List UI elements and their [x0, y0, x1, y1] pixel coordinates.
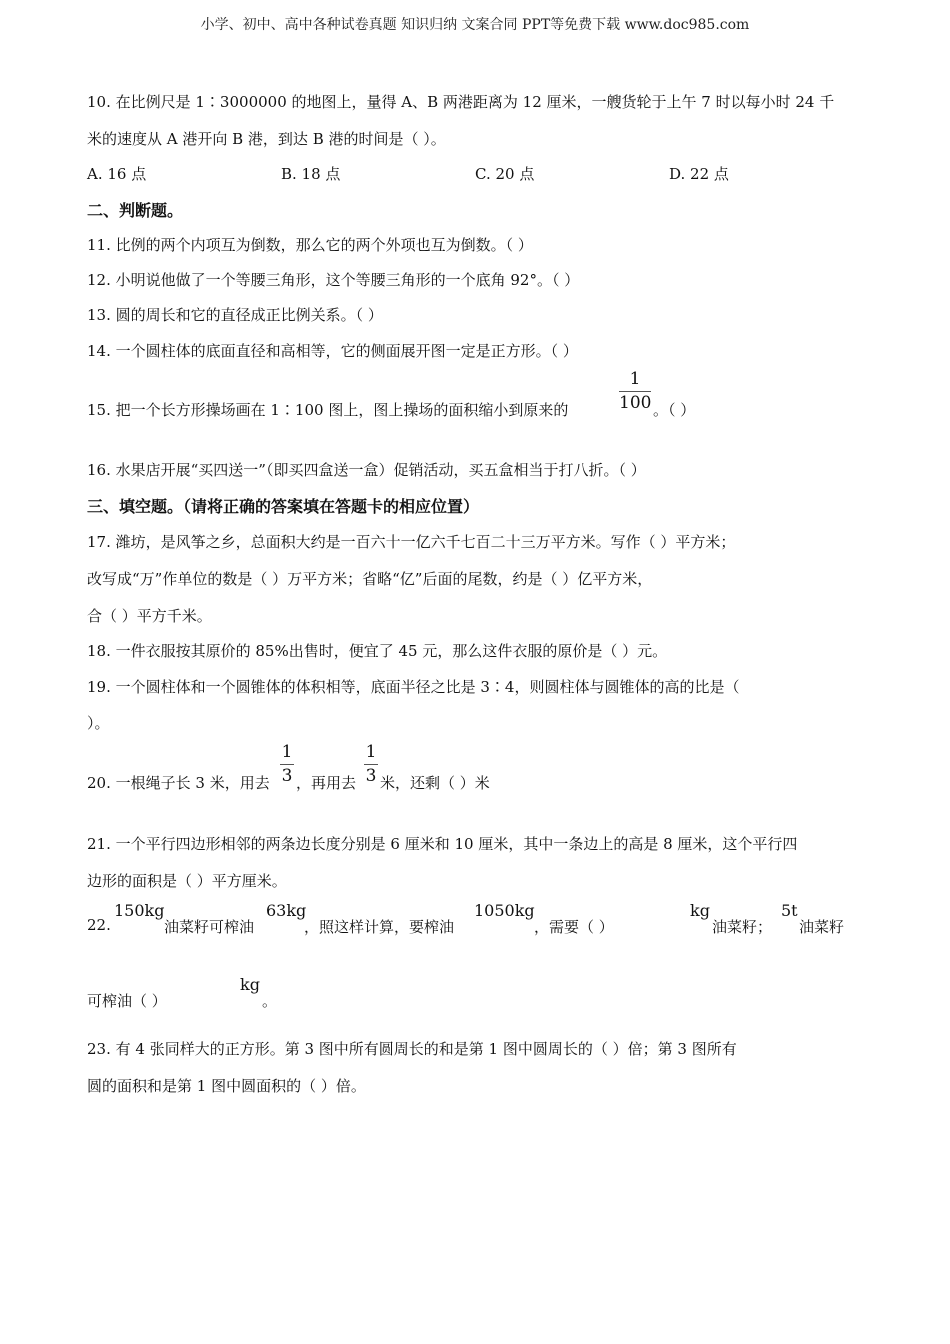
q20-fraction-1-numerator: 1 [281, 742, 293, 762]
q20-fraction-1 [280, 744, 294, 785]
q22-value-5t: 5t [781, 901, 798, 920]
q10-line1: 10. 在比例尺是 1∶3000000 的地图上，量得 A、B 两港距离为 12 厘米，一艘货轮于上午 7 时以每小时 24 千 [87, 93, 835, 111]
fraction-bar [280, 764, 294, 765]
q22-tail: 。 [262, 992, 278, 1010]
q22-unit-kg-2: kg [240, 975, 260, 994]
q22-text-3: ，需要（ ） [534, 918, 614, 936]
q23-line1: 23. 有 4 张同样大的正方形。第 3 图中所有圆周长的和是第 1 图中圆周长的（ ）倍；第 3 图所有 [87, 1040, 737, 1058]
q22-value-1050kg: 1050kg [474, 901, 535, 920]
q20-part3: 米，还剩（ ）米 [380, 774, 490, 792]
q17-line3: 合（ ）平方千米。 [87, 607, 212, 625]
q10-option-d: D. 22 点 [669, 165, 729, 183]
q19-line1: 19. 一个圆柱体和一个圆锥体的体积相等，底面半径之比是 3∶4，则圆柱体与圆锥体的高的比是（ [87, 678, 740, 696]
q10-option-c: C. 20 点 [475, 165, 535, 183]
q20-part2: ，再用去 [296, 774, 357, 792]
q15-fraction-denominator: 100 [619, 393, 652, 413]
q22-number: 22. [87, 916, 111, 934]
q16: 16. 水果店开展“买四送一”（即买四盒送一盒）促销活动，买五盒相当于打八折。（ ） [87, 461, 646, 479]
q23-line2: 圆的面积和是第 1 图中圆面积的（ ）倍。 [87, 1077, 366, 1095]
q14: 14. 一个圆柱体的底面直径和高相等，它的侧面展开图一定是正方形。（ ） [87, 342, 578, 360]
q21-line2: 边形的面积是（ ）平方厘米。 [87, 872, 287, 890]
section-judgement-title: 二、判断题。 [87, 201, 184, 220]
q22-value-150kg: 150kg [114, 901, 165, 920]
q12: 12. 小明说他做了一个等腰三角形，这个等腰三角形的一个底角 92°。（ ） [87, 271, 580, 289]
q22-unit-kg: kg [690, 901, 710, 920]
fraction-bar [619, 391, 651, 392]
q20-part1: 20. 一根绳子长 3 米，用去 [87, 774, 270, 792]
q17-line1: 17. 潍坊，是风筝之乡，总面积大约是一百六十一亿六千七百二十三万平方米。写作（ ）平方米； [87, 533, 736, 551]
q17-line2: 改写成“万”作单位的数是（ ）万平方米；省略“亿”后面的尾数，约是（ ）亿平方米， [87, 570, 653, 588]
q15-fraction [619, 371, 651, 412]
q10-option-b: B. 18 点 [281, 165, 341, 183]
q18: 18. 一件衣服按其原价的 85%出售时，便宜了 45 元，那么这件衣服的原价是（ ）元。 [87, 642, 668, 660]
q22-value-63kg: 63kg [266, 901, 307, 920]
q22-line2: 可榨油（ ） [87, 992, 167, 1010]
fraction-bar [364, 764, 378, 765]
q20-fraction-2-denominator: 3 [365, 766, 377, 786]
q19-line2: ）。 [87, 714, 110, 732]
q11: 11. 比例的两个内项互为倒数，那么它的两个外项也互为倒数。（ ） [87, 236, 533, 254]
q15-fraction-numerator: 1 [629, 369, 641, 389]
q20-fraction-2-numerator: 1 [365, 742, 377, 762]
q22-text-2: ，照这样计算，要榨油 [304, 918, 455, 936]
q22-text-5: 油菜籽 [799, 918, 845, 936]
q20-fraction-1-denominator: 3 [281, 766, 293, 786]
q20-fraction-2 [364, 744, 378, 785]
q15-text: 15. 把一个长方形操场画在 1∶100 图上，图上操场的面积缩小到原来的 [87, 401, 569, 419]
q13: 13. 圆的周长和它的直径成正比例关系。（ ） [87, 306, 383, 324]
page-header: 小学、初中、高中各种试卷真题 知识归纳 文案合同 PPT等免费下载 www.doc985.com [200, 17, 750, 33]
q21-line1: 21. 一个平行四边形相邻的两条边长度分别是 6 厘米和 10 厘米，其中一条边上的高是 8 厘米，这个平行四 [87, 835, 798, 853]
q10-line2: 米的速度从 A 港开向 B 港，到达 B 港的时间是（ ）。 [87, 130, 446, 148]
q10-option-a: A. 16 点 [87, 165, 147, 183]
q22-text-4: 油菜籽； [712, 918, 773, 936]
section-fill-title: 三、填空题。（请将正确的答案填在答题卡的相应位置） [87, 497, 480, 516]
q22-text-1: 油菜籽可榨油 [164, 918, 255, 936]
q15-tail: 。（ ） [653, 401, 696, 419]
